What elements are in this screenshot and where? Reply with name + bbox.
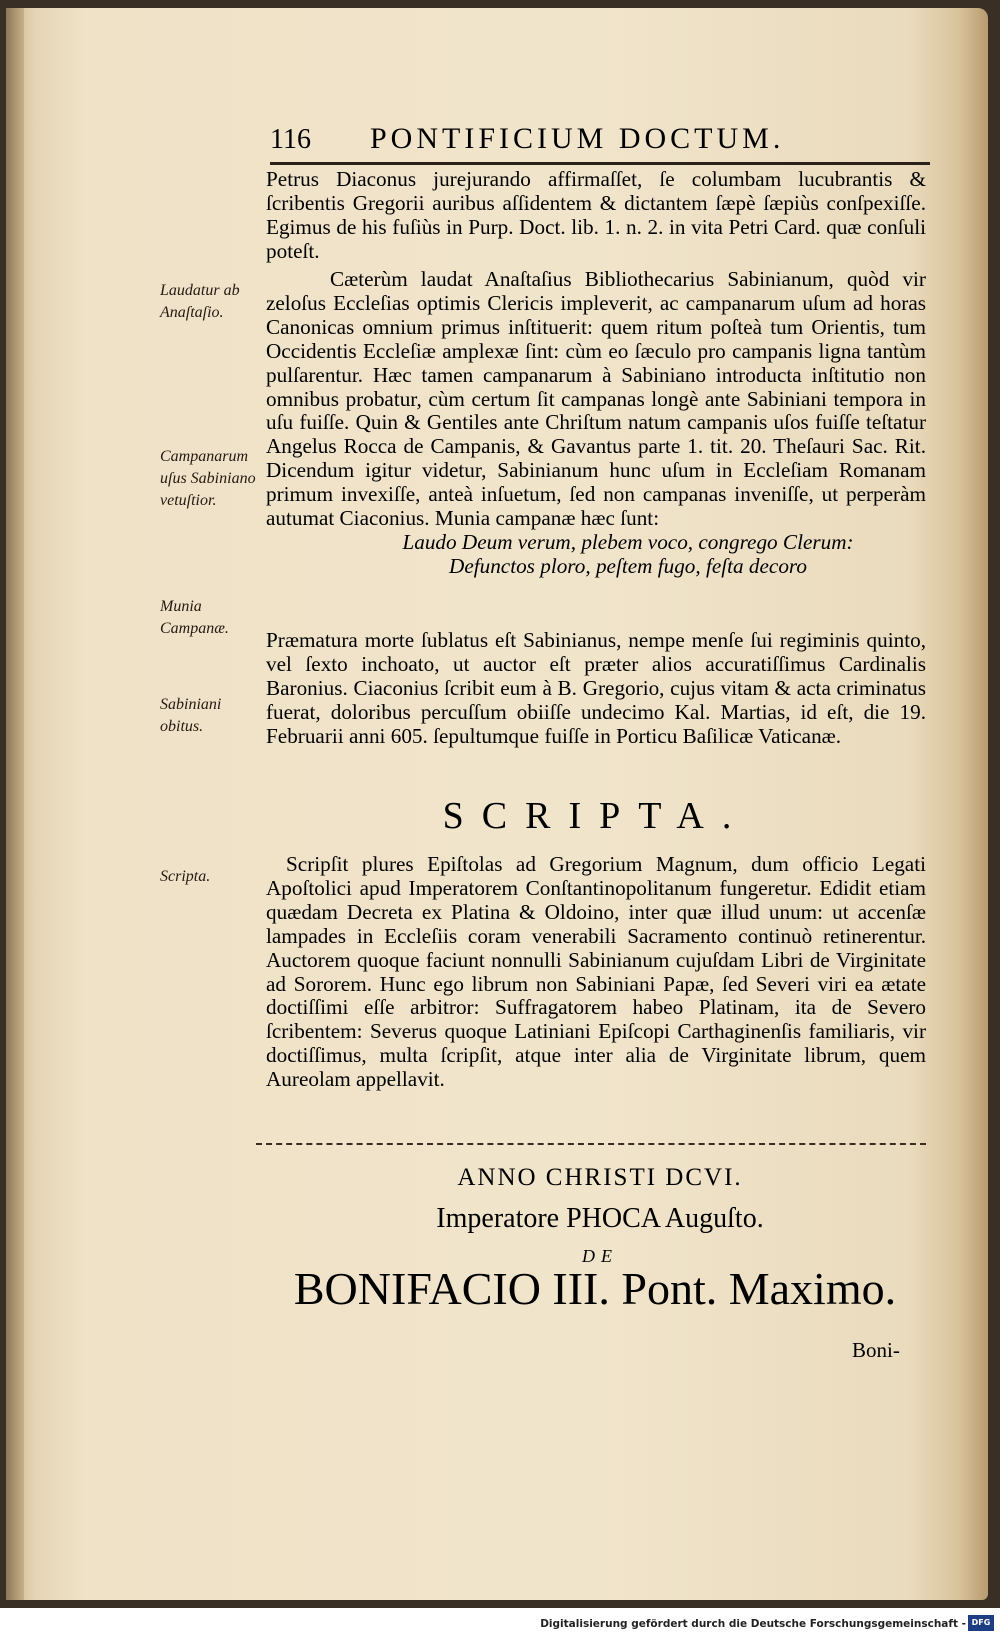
dfg-logo: DFG bbox=[968, 1615, 994, 1631]
catchword: Boni- bbox=[852, 1338, 900, 1362]
paragraph-2 bbox=[266, 268, 926, 579]
margin-note-scripta: Scripta. bbox=[160, 868, 211, 885]
imperator-line: Imperatore PHOCA Auguſto. bbox=[436, 1203, 764, 1234]
margin-note-obitus: Sabiniani obitus. bbox=[160, 696, 222, 735]
section-title-scripta: SCRIPTA. bbox=[442, 795, 750, 837]
header-rule bbox=[270, 162, 930, 165]
footer-bar bbox=[0, 1608, 1000, 1644]
margin-note-munia: Munia Campanæ. bbox=[160, 598, 229, 637]
page-gutter bbox=[6, 8, 24, 1600]
verse-line-1: Laudo Deum verum, plebem voco, congrego Clerum: bbox=[402, 529, 854, 554]
anno-heading: ANNO CHRISTI DCVI. bbox=[457, 1164, 743, 1191]
paragraph-2-text: Cæterùm laudat Anaſtaſius Bibliothecarius Sabinianum, quòd vir zeloſus Eccleſias optimis Clericis impleverit, ac campanarum uſum ad horas Canonicas omnium primus inſtituerit: quem ritum poſteà tum Orientis, tum Occidentis Eccleſiæ amplexæ ſint: cùm eo ſæculo pro campanis ligna tantùm pulſarentur. Hæc tamen campanarum à Sabiniano introducta inſtitutio non omnibus probatur, cùm certum ſit campanas longè ante Sabiniani tempora in uſu fuiſſe. Quin & Gentiles ante Chriſtum natum campanis uſos fuiſſe teſtatur Angelus Rocca de Campanis, & Gavantus parte 1. tit. 20. Theſauri Sac. Rit. Dicendum igitur videtur, Sabinianum hunc uſum in Eccleſiam Romanam primum invexiſſe, anteà inſuetum, ſed non campanas inveniſſe, ut perperàm autumat Ciaconius. Munia campanæ hæc ſunt: bbox=[266, 267, 926, 531]
footer-credit: Digitalisierung gefördert durch die Deutsche Forschungsgemeinschaft - bbox=[540, 1618, 966, 1630]
running-title: PONTIFICIUM DOCTUM. bbox=[370, 122, 785, 155]
margin-note-campanarum: Campanarum uſus Sabiniano vetuſtior. bbox=[160, 448, 256, 509]
bonifacio-title: BONIFACIO III. Pont. Maximo. bbox=[293, 1263, 897, 1314]
section-divider bbox=[256, 1143, 926, 1145]
paragraph-3: Præmatura morte ſublatus eſt Sabinianus, nempe menſe ſui regiminis quinto, vel ſexto inchoato, ut auctor eſt præter alios accuratiſſimus Cardinalis Baronius. Ciaconius ſcribit eum à B. Gregorio, cujus vitam & acta criminatus fuerat, doloribus percuſſum obiiſſe undecimo Kal. Martias, id eſt, die 19. Februarii anni 605. ſepultumque fuiſſe in Porticu Baſilicæ Vaticanæ. bbox=[266, 628, 926, 748]
paragraph-4: Scripſit plures Epiſtolas ad Gregorium Magnum, dum officio Legati Apoſtolici apud Imperatorem Conſtantinopolitanum fungeretur. Edidit etiam quædam Decreta ex Platina & Oldoino, inter quæ illud unum: ut accenſæ lampades in Eccleſiis coram venerabili Sacramento continuò retinerentur. Auctorem quoque faciunt nonnulli Sabinianum cujuſdam Libri de Virginitate ad Sororem. Hunc ego librum non Sabiniani Papæ, ſed Severi viri ea ætate doctiſſimi eſſe arbitror: Suffragatorem habeo Platinam, ita de Severo ſcribentem: Severus quoque Latiniani Epiſcopi Carthaginenſis familiaris, vir doctiſſimus, multa ſcripſit, atque inter alia de Virginitate librum, quem Aureolam appellavit. bbox=[266, 852, 926, 1092]
page-number: 116 bbox=[270, 124, 311, 155]
page-header bbox=[270, 118, 930, 164]
de-label: DE bbox=[582, 1246, 618, 1266]
verse-line-2: Defunctos ploro, peſtem fugo, feſta decoro bbox=[449, 553, 807, 578]
margin-note-laudatur: Laudatur ab Anaſtaſio. bbox=[160, 282, 240, 321]
paragraph-1: Petrus Diaconus jurejurando affirmaſſet, ſe columbam lucubrantis & ſcribentis Gregorii auribus aſſidentem & dictantem ſæpè ſæpiùs conſpexiſſe. Egimus de his fuſiùs in Purp. Doct. lib. 1. n. 2. in vita Petri Card. quæ conſuli poteſt. bbox=[266, 167, 926, 263]
